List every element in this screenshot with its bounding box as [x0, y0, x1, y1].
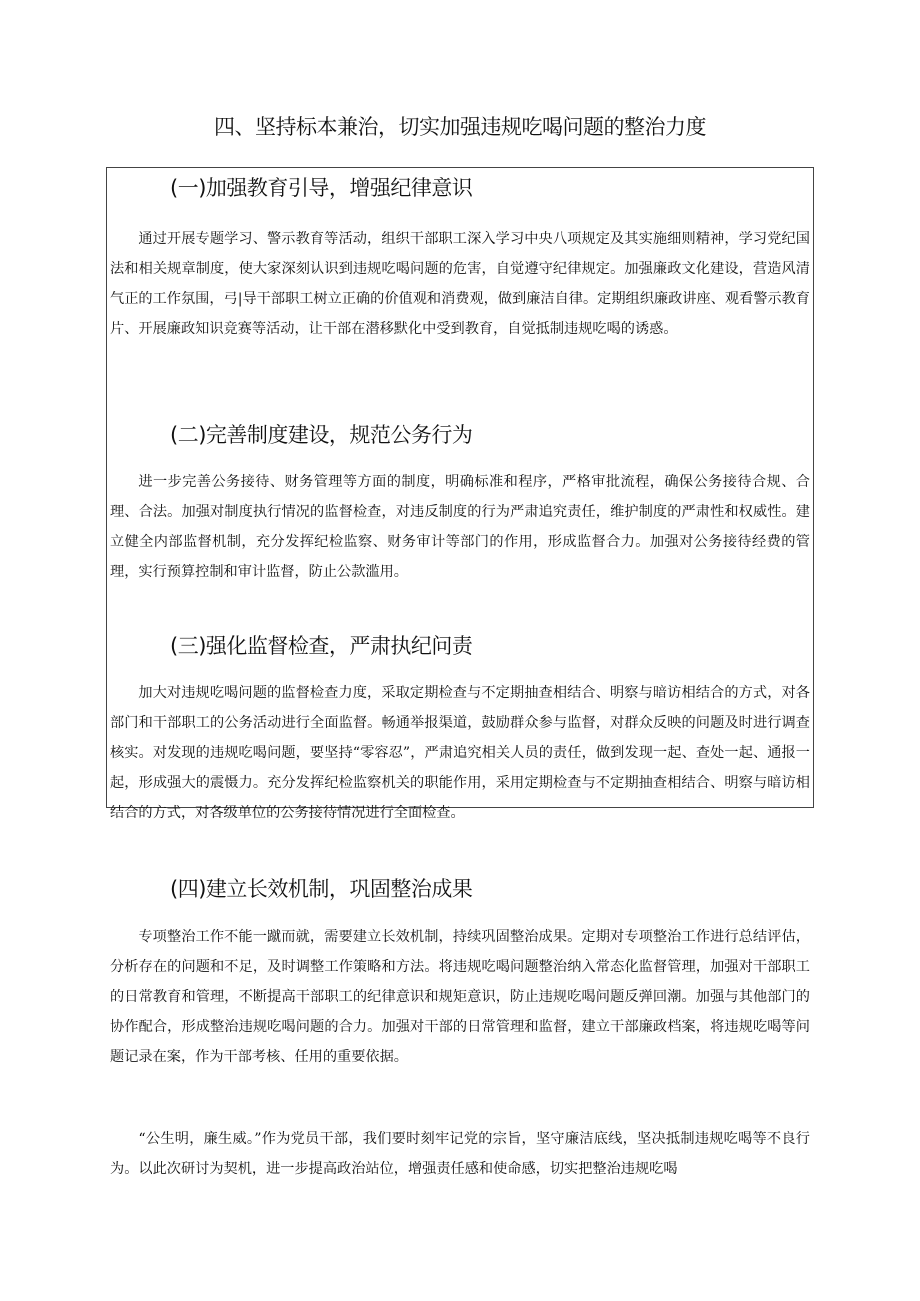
closing-paragraph: “公生明，廉生威。”作为党员干部，我们要时刻牢记党的宗旨，坚守廉洁底线，坚决抵制违规吃喝等不良行为。以此次研讨为契机，进一步提高政治站位，增强责任感和使命感，切实把整治违规吃喝: [110, 1131, 810, 1177]
section-body-1: 通过开展专题学习、警示教育等活动，组织干部职工深入学习中央八项规定及其实施细则精神，学习党纪国法和相关规章制度，使大家深刻认识到违规吃喝问题的危害，自觉遵守纪律规定。加强廉政文化建设，营造风清气正的工作氛围，弓|导干部职工树立正确的价值观和消费观，做到廉洁自律。定期组织廉政讲座、观看警示教育片、开展廉政知识竞赛等活动，让干部在潜移默化中受到教育，自觉抵制违规吃喝的诱惑。: [110, 231, 810, 337]
section-body-2: 进一步完善公务接待、财务管理等方面的制度，明确标准和程序，严格审批流程，确保公务接待合规、合理、合法。加强对制度执行情况的监督检查，对违反制度的行为严肃追究责任，维护制度的严肃性和权威性。建立健全内部监督机制，充分发挥纪检监察、财务审计等部门的作用，形成监督合力。加强对公务接待经费的管理，实行预算控制和审计监督，防止公款滥用。: [110, 474, 810, 580]
section-heading-1: (一)加强教育引导，增强纪律意识: [170, 176, 473, 200]
page-title: 四、坚持标本兼治，切实加强违规吃喝问题的整治力度: [214, 115, 706, 139]
section-heading-3: (三)强化监督检查，严肃执纪问责: [170, 634, 473, 658]
section-body-4: 专项整治工作不能一蹴而就，需要建立长效机制，持续巩固整治成果。定期对专项整治工作进行总结评估，分析存在的问题和不足，及时调整工作策略和方法。将违规吃喝问题整治纳入常态化监督管理，加强对干部职工的日常教育和管理，不断提高干部职工的纪律意识和规矩意识，防止违规吃喝问题反弹回潮。加强与其他部门的协作配合，形成整治违规吃喝问题的合力。加强对干部的日常管理和监督，建立干部廉政档案，将违规吃喝等问题记录在案，作为干部考核、任用的重要依据。: [110, 929, 810, 1065]
section-heading-2: (二)完善制度建设，规范公务行为: [170, 423, 473, 447]
section-heading-4: (四)建立长效机制，巩固整治成果: [170, 877, 473, 901]
section-body-3: 加大对违规吃喝问题的监督检查力度，采取定期检查与不定期抽查相结合、明察与暗访相结合的方式，对各部门和干部职工的公务活动进行全面监督。畅通举报渠道，鼓励群众参与监督，对群众反映的问题及时进行调查核实。对发现的违规吃喝问题，要坚持“零容忍”，严肃追究相关人员的责任，做到发现一起、查处一起、通报一起，形成强大的震慑力。充分发挥纪检监察机关的职能作用，采用定期检查与不定期抽查相结合、明察与暗访相结合的方式，对各级单位的公务接待情况进行全面检查。: [110, 685, 810, 821]
